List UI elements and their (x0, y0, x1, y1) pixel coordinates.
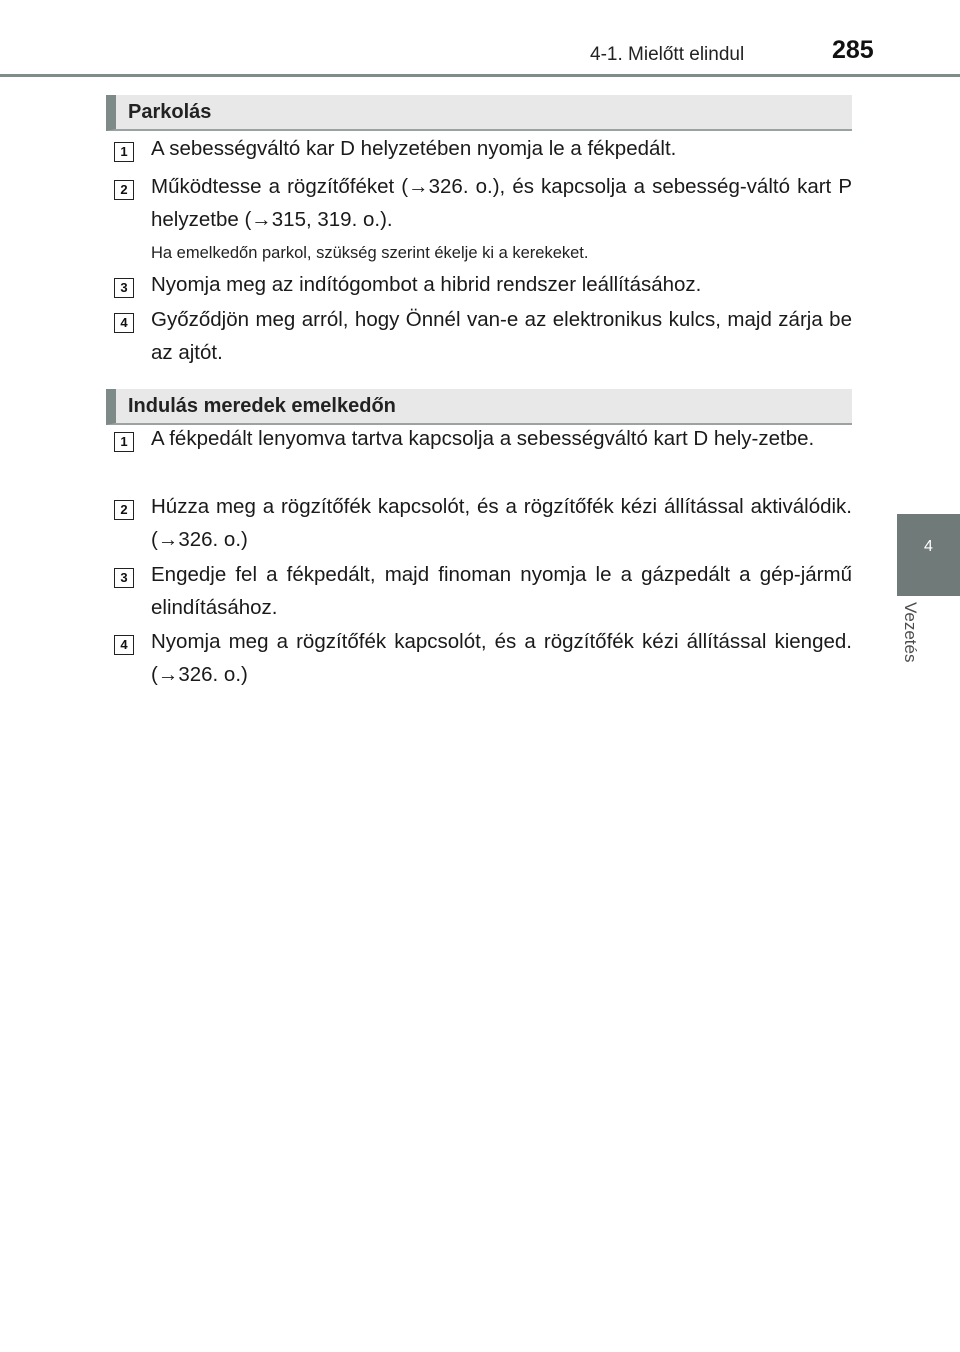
step-text: Engedje fel a fékpedált, majd finoman nyomja le a gázpedált a gép-jármű elindításához. (151, 563, 852, 619)
section-heading-hill-start (106, 389, 852, 425)
step-number: 4 (114, 635, 134, 655)
step-number: 1 (114, 142, 134, 162)
chapter-label (900, 600, 930, 690)
page-number: 285 (832, 36, 874, 64)
section-heading-parking (106, 95, 852, 131)
step-text: A sebességváltó kar D helyzetében nyomja le a fékpedált. (151, 137, 677, 160)
step-text: Nyomja meg az indítógombot a hibrid rendszer leállításához. (151, 273, 702, 296)
step-number: 3 (114, 278, 134, 298)
step-text: A fékpedált lenyomva tartva kapcsolja a sebességváltó kart D hely-zetbe. (151, 427, 815, 450)
step-number: 2 (114, 500, 134, 520)
step-number: 3 (114, 568, 134, 588)
chapter-label-text: Vezetés (901, 602, 920, 663)
step-text: Győződjön meg arról, hogy Önnél van-e az elektronikus kulcs, majd zárja be az ajtót. (151, 308, 852, 364)
parking-note: Ha emelkedőn parkol, szükség szerint ékelje ki a kerekeket. (151, 244, 589, 262)
chapter-number: 4 (924, 538, 933, 555)
step-text: Működtesse a rögzítőféket (→326. o.), és kapcsolja a sebesség-váltó kart P helyzetbe (→315, 319. o.). (151, 175, 852, 231)
step-number: 4 (114, 313, 134, 333)
step-text: Nyomja meg a rögzítőfék kapcsolót, és a rögzítőfék kézi állítással kienged. (→326. o.) (151, 630, 852, 686)
chapter-title: 4-1. Mielőtt elindul (590, 44, 745, 65)
chapter-side-tab (897, 514, 960, 596)
step-text: Húzza meg a rögzítőfék kapcsolót, és a rögzítőfék kézi állítással aktiválódik. (→326. o.) (151, 495, 852, 551)
header-rule (0, 74, 960, 77)
section-title: Indulás meredek emelkedőn (128, 395, 396, 417)
step-number: 1 (114, 432, 134, 452)
step-number: 2 (114, 180, 134, 200)
section-title: Parkolás (128, 101, 212, 123)
